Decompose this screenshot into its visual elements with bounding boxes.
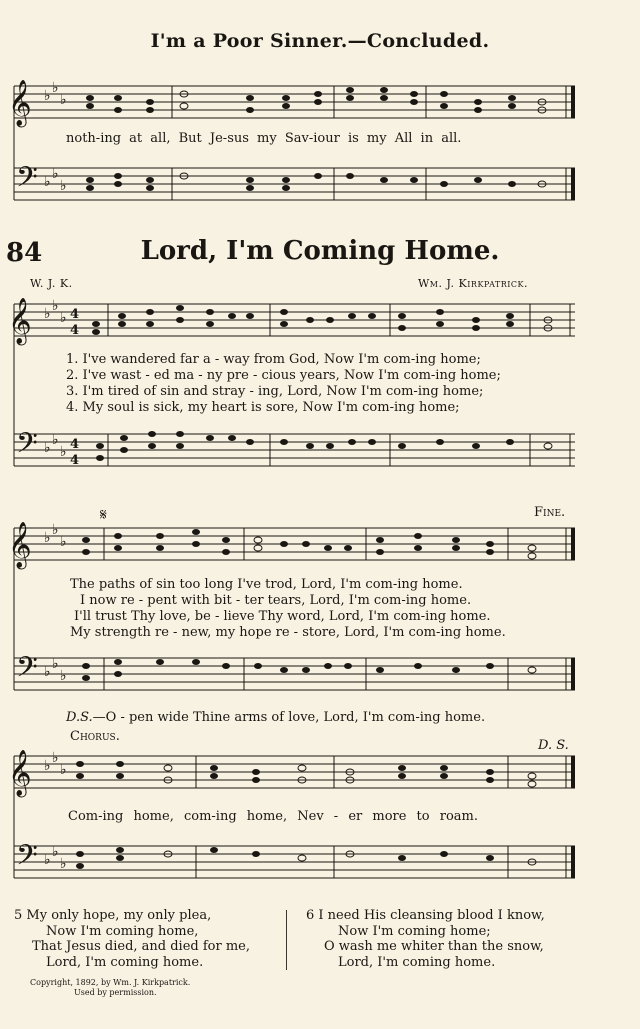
svg-text:♭: ♭ bbox=[60, 178, 67, 194]
svg-text:4: 4 bbox=[70, 323, 80, 338]
ds-text: —O - pen wide Thine arms of love, Lord, I'm com-ing home. bbox=[92, 710, 486, 725]
svg-text:♭: ♭ bbox=[60, 534, 67, 550]
verse-1-line: 1. I've wandered far a - way from God, Now I'm com-ing home; bbox=[66, 352, 481, 367]
stanza-6-line-2: Now I'm coming home; bbox=[338, 923, 491, 939]
svg-text:𝄞: 𝄞 bbox=[8, 750, 32, 796]
svg-text:♭: ♭ bbox=[60, 444, 67, 460]
page-title: I'm a Poor Sinner.—Concluded. bbox=[150, 30, 490, 52]
svg-text:♭: ♭ bbox=[52, 432, 59, 448]
chorus-label: Chorus. bbox=[70, 729, 120, 744]
svg-text:♭: ♭ bbox=[44, 852, 51, 868]
segno-sign: 𝄋 bbox=[100, 505, 107, 524]
svg-text:♭: ♭ bbox=[44, 88, 51, 104]
verse-3-line: 3. I'm tired of sin and stray - ing, Lord, Now I'm com-ing home; bbox=[66, 384, 484, 399]
svg-text:♭: ♭ bbox=[60, 668, 67, 684]
refrain-line-3: I'll trust Thy love, be - lieve Thy word, Lord, I'm com-ing home. bbox=[74, 609, 491, 624]
stanza-5-line-2: Now I'm coming home, bbox=[46, 923, 199, 939]
svg-text:♭: ♭ bbox=[52, 166, 59, 182]
svg-text:♭: ♭ bbox=[44, 664, 51, 680]
chorus-ds-label: D. S. bbox=[538, 738, 569, 753]
svg-text:♭: ♭ bbox=[60, 856, 67, 872]
lyric-line-top: noth-ing at all, But Je-sus my Sav-iour is my All in all. bbox=[66, 131, 462, 146]
svg-text:♭: ♭ bbox=[52, 844, 59, 860]
refrain-line-2: I now re - pent with bit - ter tears, Lord, I'm com-ing home. bbox=[80, 593, 472, 608]
ds-line bbox=[66, 710, 485, 725]
stanza-6-line-1: 6 I need His cleansing blood I know, bbox=[306, 908, 545, 923]
copyright-line-1: Copyright, 1892, by Wm. J. Kirkpatrick. bbox=[30, 978, 191, 987]
svg-text:♭: ♭ bbox=[44, 440, 51, 456]
svg-text:♭: ♭ bbox=[60, 310, 67, 326]
svg-text:♭: ♭ bbox=[52, 656, 59, 672]
fine-label: Fine. bbox=[534, 505, 566, 520]
svg-text:♭: ♭ bbox=[52, 298, 59, 314]
copyright bbox=[30, 978, 190, 998]
svg-text:𝄢: 𝄢 bbox=[16, 651, 38, 691]
svg-text:4: 4 bbox=[70, 437, 80, 452]
stanza-5 bbox=[14, 908, 250, 970]
svg-text:𝄢: 𝄢 bbox=[16, 839, 38, 879]
svg-text:♭: ♭ bbox=[60, 762, 67, 778]
svg-text:𝄢: 𝄢 bbox=[16, 161, 38, 201]
svg-text:♭: ♭ bbox=[52, 750, 59, 766]
stanza-6-line-4: Lord, I'm coming home. bbox=[338, 954, 496, 970]
svg-text:♭: ♭ bbox=[44, 306, 51, 322]
svg-text:𝄞: 𝄞 bbox=[8, 522, 32, 568]
words-credit: W. J. K. bbox=[30, 277, 73, 290]
verse-2-line: 2. I've wast - ed ma - ny pre - cious years, Now I'm com-ing home; bbox=[66, 368, 501, 383]
ds-label: D.S. bbox=[66, 710, 93, 725]
svg-text:♭: ♭ bbox=[44, 758, 51, 774]
verse-4-line: 4. My soul is sick, my heart is sore, Now I'm com-ing home; bbox=[66, 400, 460, 415]
hymn-number: 84 bbox=[6, 238, 43, 268]
copyright-line-2: Used by permission. bbox=[74, 988, 157, 997]
stanza-5-line-4: Lord, I'm coming home. bbox=[46, 954, 204, 970]
stanza-6-line-3: O wash me whiter than the snow, bbox=[324, 939, 544, 954]
stanza-5-line-1: 5 My only hope, my only plea, bbox=[14, 908, 212, 923]
svg-text:𝄢: 𝄢 bbox=[16, 427, 38, 467]
svg-text:𝄞: 𝄞 bbox=[8, 80, 32, 126]
music-credit: Wm. J. Kirkpatrick. bbox=[418, 277, 529, 290]
svg-text:♭: ♭ bbox=[52, 80, 59, 96]
svg-text:𝄞: 𝄞 bbox=[8, 298, 32, 344]
stanza-divider bbox=[286, 910, 287, 970]
svg-text:♭: ♭ bbox=[52, 522, 59, 538]
svg-text:4: 4 bbox=[70, 307, 80, 322]
stanza-6 bbox=[306, 908, 545, 970]
svg-text:♭: ♭ bbox=[44, 530, 51, 546]
stanza-5-line-3: That Jesus died, and died for me, bbox=[32, 939, 251, 954]
refrain-line-4: My strength re - new, my hope re - store, Lord, I'm com-ing home. bbox=[70, 625, 506, 640]
svg-text:♭: ♭ bbox=[60, 92, 67, 108]
refrain-line-1: The paths of sin too long I've trod, Lord, I'm com-ing home. bbox=[70, 577, 463, 592]
svg-text:4: 4 bbox=[70, 453, 80, 468]
svg-text:♭: ♭ bbox=[44, 174, 51, 190]
hymn-title: Lord, I'm Coming Home. bbox=[140, 236, 500, 266]
chorus-lyric: Com-ing home, com-ing home, Nev - er more to roam. bbox=[68, 809, 478, 824]
